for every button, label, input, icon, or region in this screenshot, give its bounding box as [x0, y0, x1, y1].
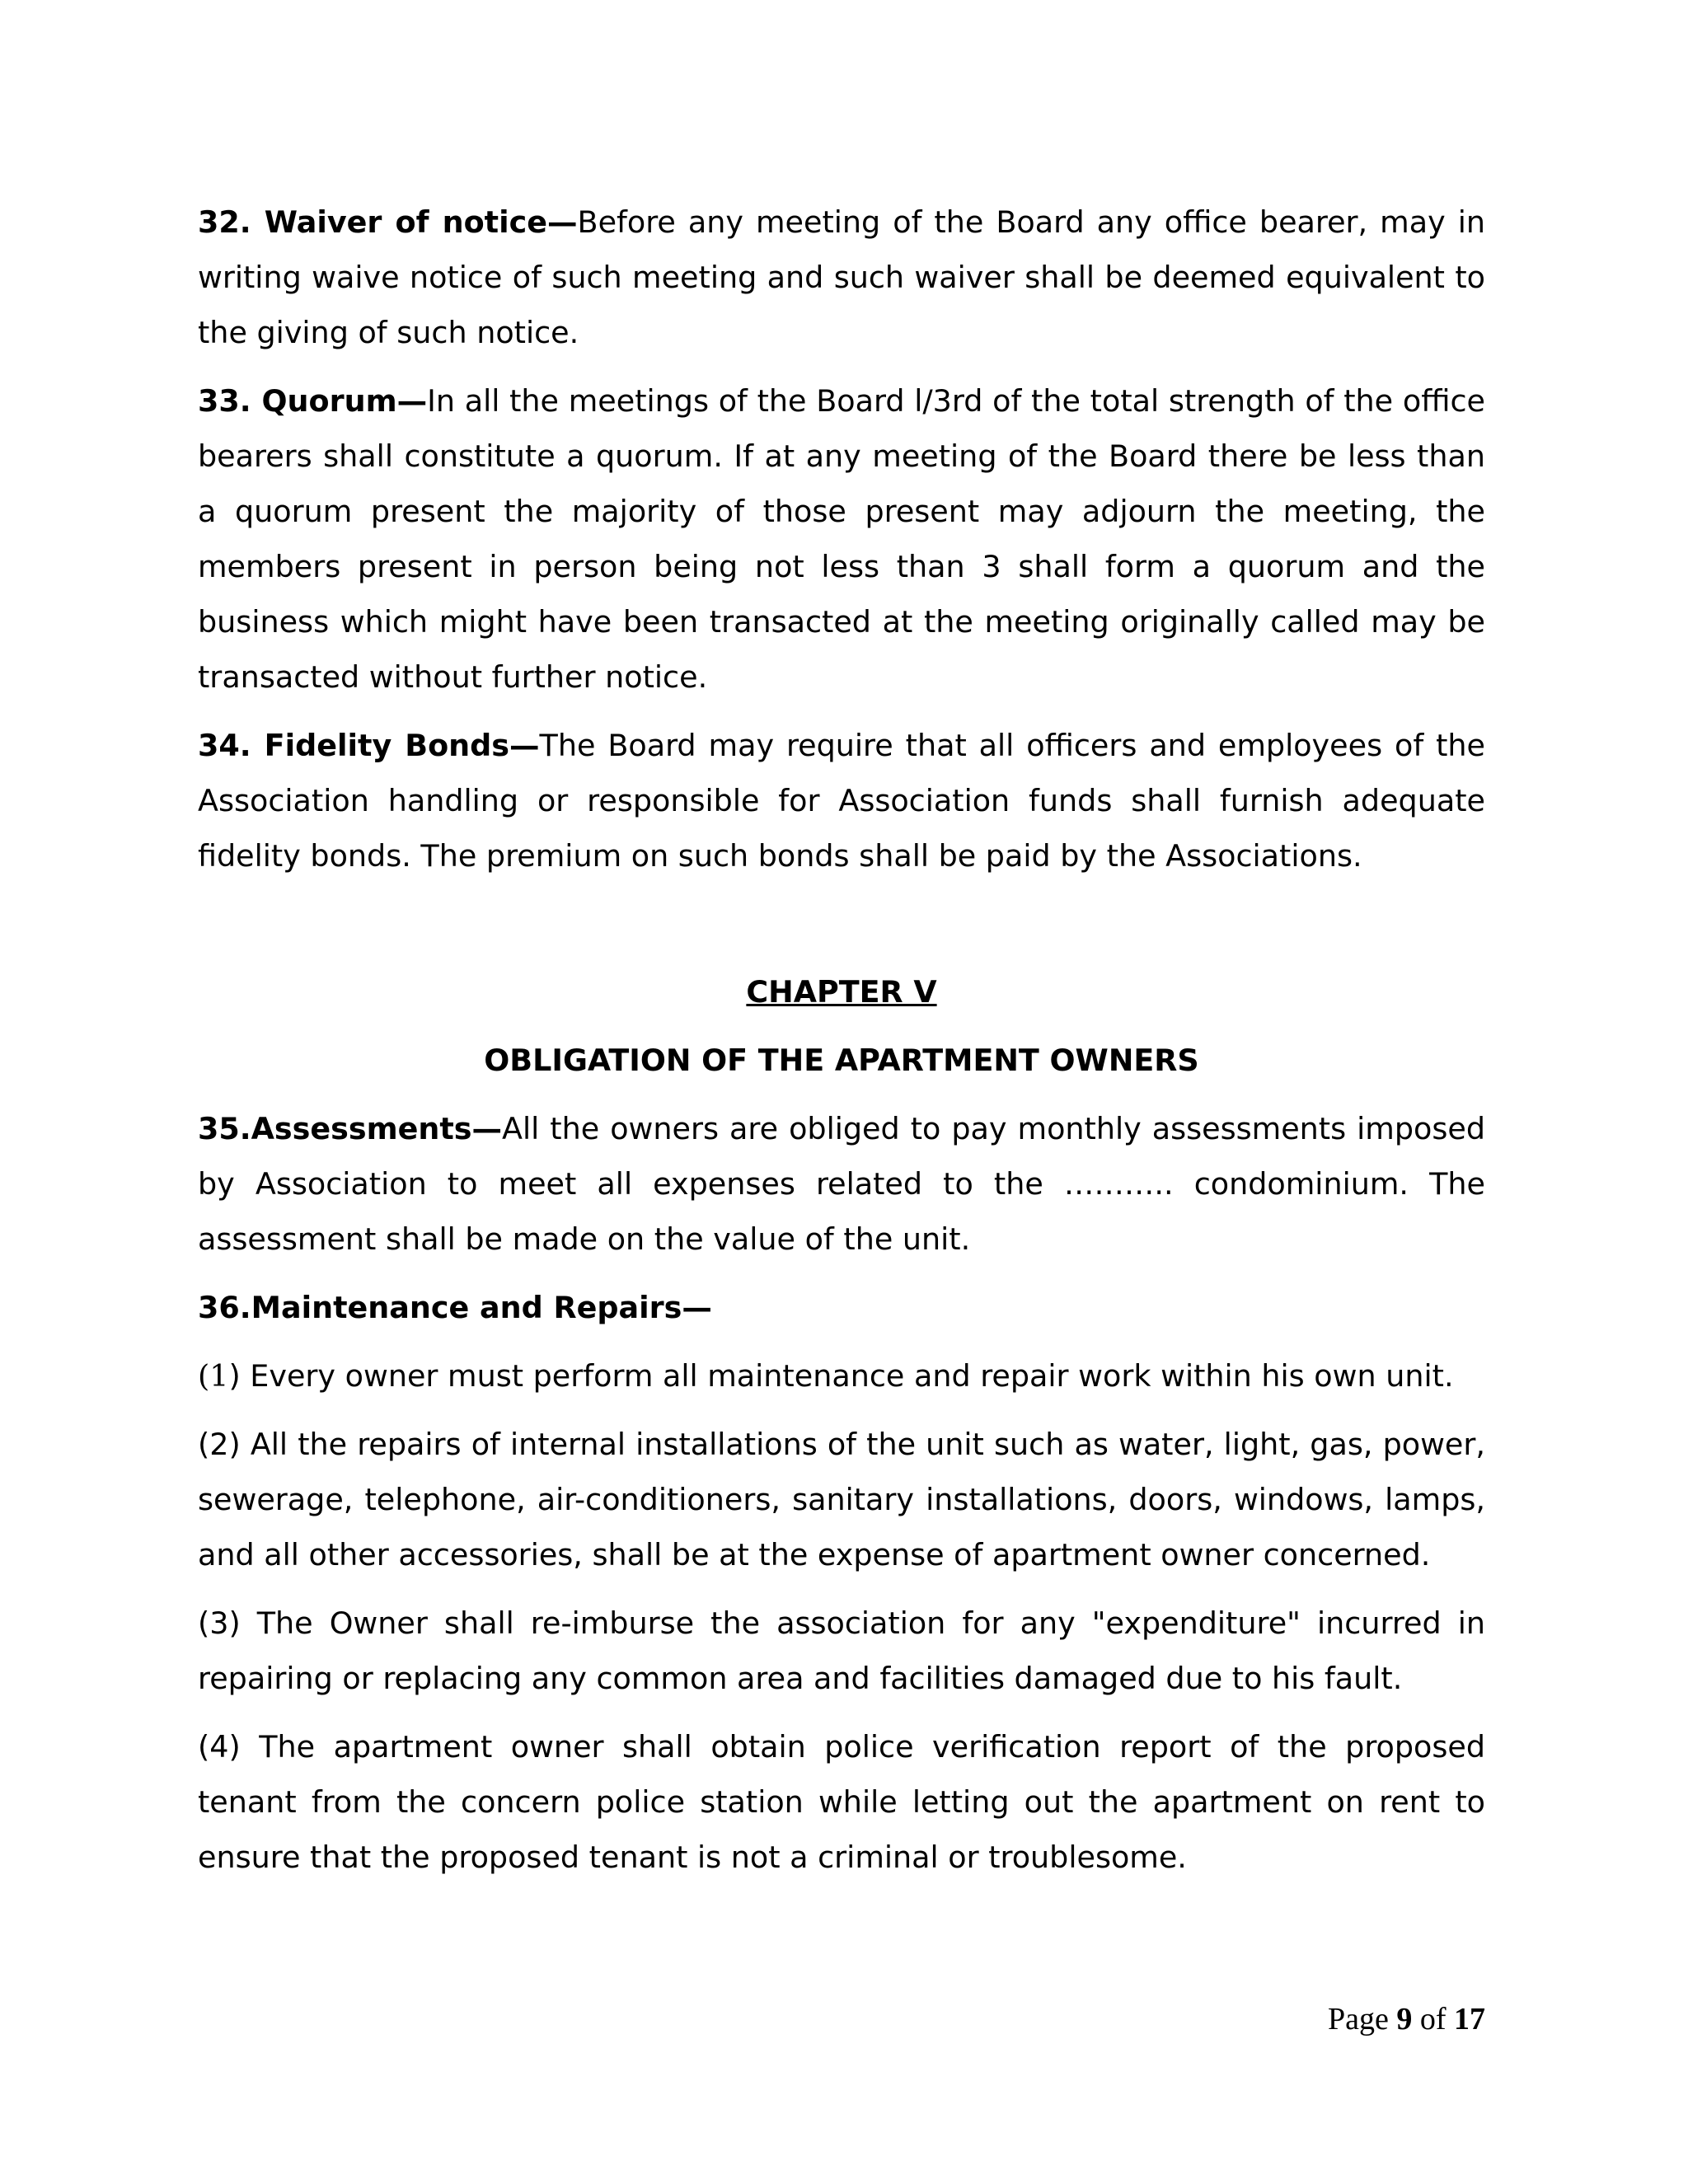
section-35-heading: 35.Assessments— — [198, 1111, 503, 1146]
section-36-heading: 36.Maintenance and Repairs— — [198, 1290, 712, 1325]
section-33-heading: 33. Quorum— — [198, 383, 428, 419]
section-33 — [198, 373, 1485, 705]
section-35-text: All the owners are obliged to pay monthly assessments imposed by Association to meet all expenses related to the ……….. condominium. The assessment shall be made on the value of the unit. — [198, 1111, 1485, 1257]
section-34-text: The Board may require that all officers and employees of the Association handling or responsible for Association funds shall furnish adequate fidelity bonds. The premium on such bonds shall be paid by the Associations. — [198, 728, 1485, 874]
section-33-text: In all the meetings of the Board l/3rd of the total strength of the office bearers shall constitute a quorum. If at any meeting of the Board there be less than a quorum present the majority of those present may adjourn the meeting, the members present in person being not less than 3 shall form a quorum and the business which might have been transacted at the meeting originally called may be transacted without further notice. — [198, 383, 1485, 695]
page-body — [198, 194, 1485, 1885]
section-36-item-4: (4) The apartment owner shall obtain police verification report of the proposed tenant from the concern police station while letting out the apartment on rent to ensure that the proposed tenant is not a criminal or troublesome. — [198, 1729, 1485, 1875]
section-34 — [198, 718, 1485, 883]
page-label: Page — [1327, 2002, 1397, 2036]
section-32-heading: 32. Waiver of notice— — [198, 204, 578, 240]
page-number-footer — [1328, 1999, 1485, 2039]
chapter-title: CHAPTER V — [746, 974, 937, 1010]
of-label: of — [1412, 2002, 1454, 2036]
item-1-text: ) Every owner must perform all maintenance and repair work within his own unit. — [228, 1358, 1454, 1394]
page-current: 9 — [1396, 2002, 1413, 2036]
section-36-item-3: (3) The Owner shall re-imburse the association for any "expenditure" incurred in repairing or replacing any common area and facilities damaged due to his fault. — [198, 1605, 1485, 1696]
item-1-number: (1 — [198, 1358, 229, 1394]
section-34-heading: 34. Fidelity Bonds— — [198, 728, 540, 763]
section-36-item-1 — [198, 1348, 1485, 1404]
section-36-heading-line — [198, 1280, 1485, 1335]
page-total: 17 — [1454, 2002, 1485, 2036]
section-36-item-2: (2) All the repairs of internal installations of the unit such as water, light, gas, power, sewerage, telephone, air-conditioners, sanitary installations, doors, windows, lamps, and all other accessories, shall be at the expense of apartment owner concerned. — [198, 1427, 1485, 1572]
section-32-text: Before any meeting of the Board any office bearer, may in writing waive notice of such meeting and such waiver shall be deemed equivalent to the giving of such notice. — [198, 204, 1485, 350]
section-35 — [198, 1101, 1485, 1267]
section-32 — [198, 194, 1485, 360]
chapter-subtitle: OBLIGATION OF THE APARTMENT OWNERS — [484, 1043, 1199, 1078]
